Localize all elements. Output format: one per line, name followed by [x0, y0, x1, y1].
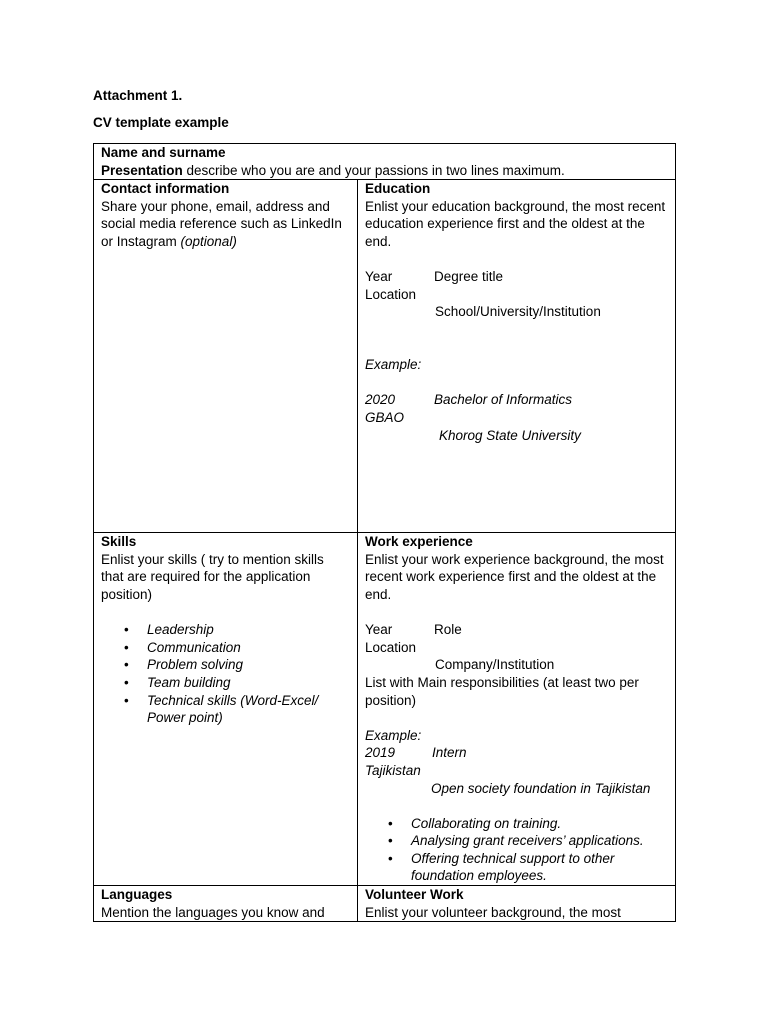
languages-text: Mention the languages you know and: [101, 904, 325, 920]
name-label: Name and surname: [101, 145, 226, 160]
list-item: • Problem solving: [147, 656, 350, 674]
education-cell: [358, 180, 676, 533]
list-item: • Leadership: [147, 621, 350, 639]
attachment-label: Attachment 1.: [93, 88, 183, 103]
presentation-text: describe who you are and your passions in two lines maximum.: [182, 162, 565, 178]
languages-title: Languages: [101, 887, 173, 903]
list-item: • Offering technical support to other foundation employees.: [411, 850, 668, 885]
presentation-line: [101, 162, 668, 180]
education-intro: Enlist your education background, the most recent education experience first and the oldest at the end.: [365, 198, 666, 249]
template-title: CV template example: [93, 115, 229, 130]
skills-intro: Enlist your skills ( try to mention skills that are required for the application position): [101, 551, 324, 602]
skills-title: Skills: [101, 534, 137, 550]
education-example-school: Khorog State University: [439, 427, 581, 443]
work-title: Work experience: [365, 534, 473, 550]
education-example-label: Example:: [365, 357, 422, 373]
education-example-year: 2020: [365, 392, 396, 408]
education-title: Education: [365, 181, 431, 197]
work-example-role: Intern: [432, 745, 467, 761]
header-cell: [94, 144, 676, 180]
work-example-label: Example:: [365, 727, 422, 743]
education-school: School/University/Institution: [435, 304, 601, 320]
work-example-list: [365, 815, 668, 885]
skills-work-row: [94, 533, 676, 886]
list-item: • Team building: [147, 674, 350, 692]
education-year: Year: [365, 269, 393, 285]
skills-list: [101, 621, 350, 727]
work-company: Company/Institution: [435, 657, 555, 673]
work-responsibilities: List with Main responsibilities (at least two per position): [365, 674, 639, 708]
work-role: Role: [434, 622, 462, 638]
contact-optional: (optional): [180, 233, 237, 249]
languages-volunteer-row: [94, 886, 676, 922]
languages-cell: [94, 886, 358, 922]
presentation-label: Presentation: [101, 162, 183, 178]
skills-cell: [94, 533, 358, 886]
contact-cell: [94, 180, 358, 533]
work-intro: Enlist your work experience background, the most recent work experience first and the oldest at the end.: [365, 551, 664, 602]
header-row: [94, 144, 676, 180]
education-degree: Degree title: [434, 269, 504, 285]
education-year-degree: [365, 268, 668, 286]
work-example-year: 2019: [365, 745, 396, 761]
contact-education-row: [94, 180, 676, 533]
cv-table: [93, 143, 676, 922]
work-example-location: Tajikistan: [365, 762, 421, 778]
education-example-degree: Bachelor of Informatics: [434, 392, 573, 408]
education-example-year-degree: [365, 391, 668, 409]
education-example-location: GBAO: [365, 409, 405, 425]
work-cell: [358, 533, 676, 886]
contact-text: Share your phone, email, address and social media reference such as LinkedIn or Instagram: [101, 198, 342, 249]
work-year: Year: [365, 622, 393, 638]
list-item: • Communication: [147, 639, 350, 657]
contact-text-block: [101, 198, 350, 251]
volunteer-title: Volunteer Work: [365, 887, 464, 903]
work-year-role: [365, 621, 668, 639]
work-example-year-role: [365, 744, 668, 762]
work-example-company: Open society foundation in Tajikistan: [431, 780, 651, 796]
list-item: • Analysing grant receivers’ applications.: [411, 832, 668, 850]
list-item: • Technical skills (Word-Excel/ Power point): [147, 692, 350, 727]
education-location: Location: [365, 286, 417, 302]
volunteer-text: Enlist your volunteer background, the most: [365, 904, 621, 920]
contact-title: Contact information: [101, 181, 230, 197]
list-item: • Collaborating on training.: [411, 815, 668, 833]
volunteer-cell: [358, 886, 676, 922]
work-location: Location: [365, 639, 417, 655]
